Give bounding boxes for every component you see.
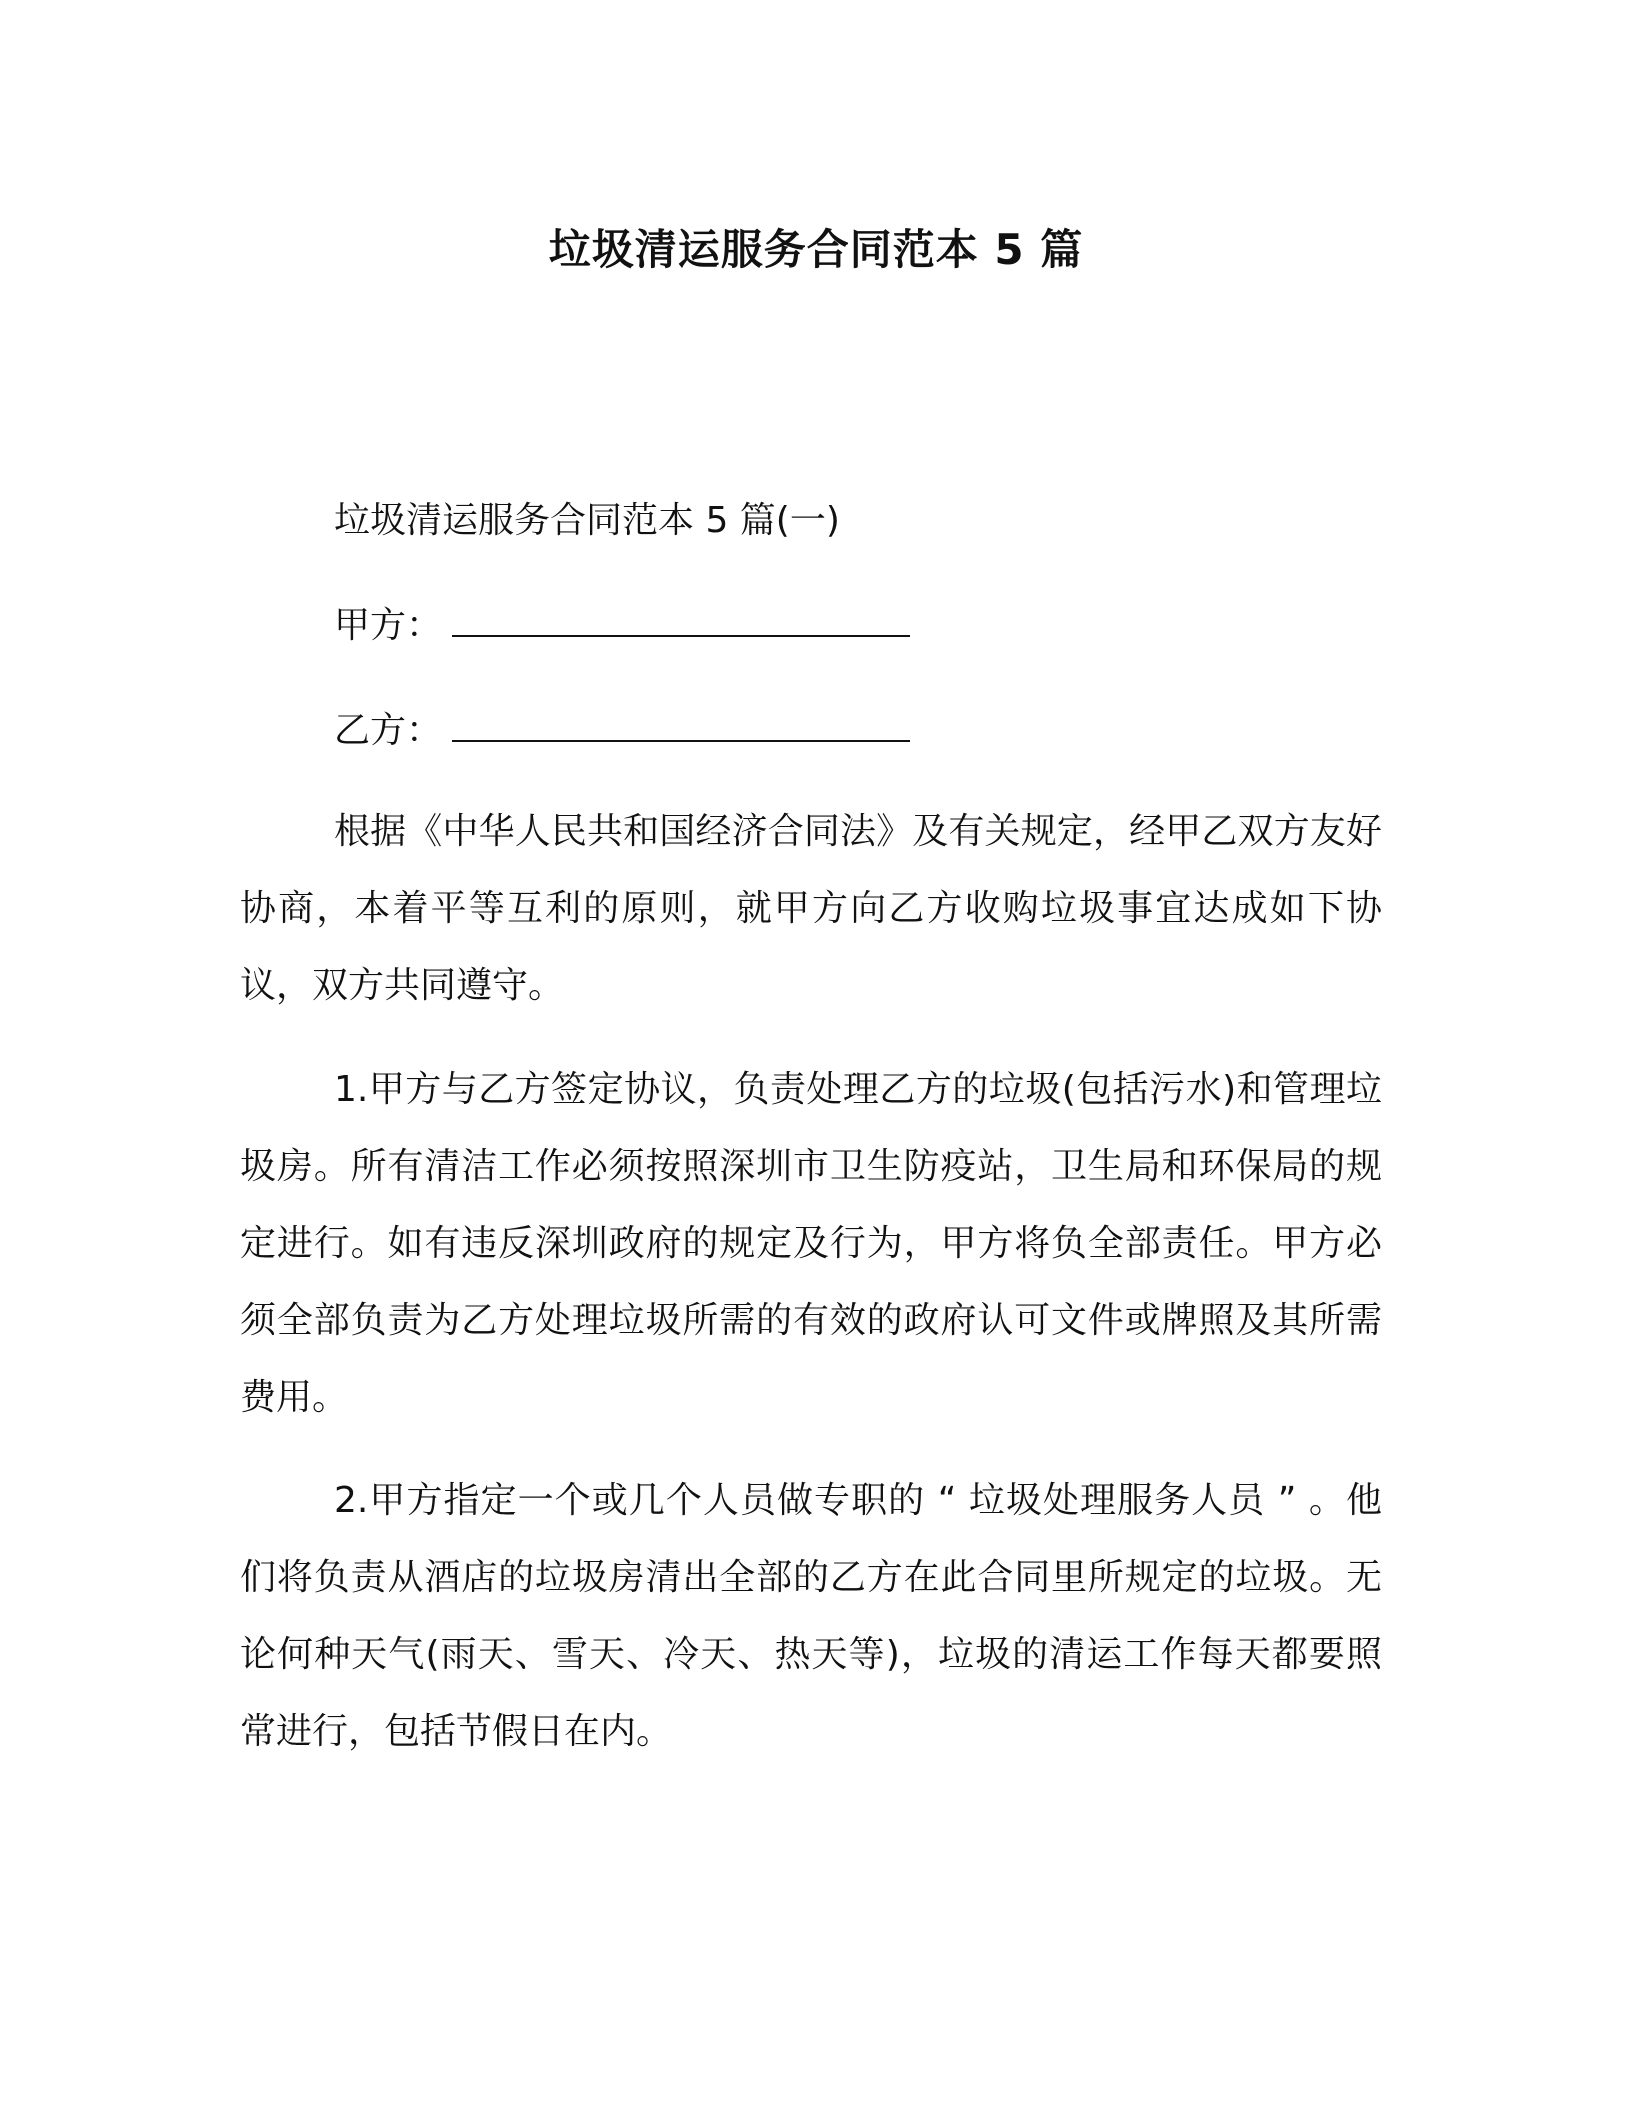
party-a-blank: [452, 601, 910, 637]
party-b-blank: [452, 706, 910, 742]
party-b-label: 乙方：: [334, 710, 443, 751]
party-a-label: 甲方：: [334, 605, 443, 646]
document-title: 垃圾清运服务合同范本 5 篇: [548, 225, 1084, 274]
paragraph-clause-1: 1.甲方与乙方签定协议，负责处理乙方的垃圾(包括污水)和管理垃圾房。所有清洁工作必须按照深圳市卫生防疫站，卫生局和环保局的规定进行。如有违反深圳政府的规定及行为，甲方将负全部责任。甲方必须全部负责为乙方处理垃圾所需的有效的政府认可文件或牌照及其所需费用。: [240, 1069, 1382, 1418]
party-a-line: [334, 601, 910, 651]
paragraph-clause-2: 2.甲方指定一个或几个人员做专职的 “ 垃圾处理服务人员 ” 。他们将负责从酒店的垃圾房清出全部的乙方在此合同里所规定的垃圾。无论何种天气(雨天、雪天、冷天、热天等)，垃圾的清运工作每天都要照常进行，包括节假日在内。: [240, 1480, 1382, 1752]
party-b-line: [334, 706, 910, 756]
paragraph-preamble: 根据《中华人民共和国经济合同法》及有关规定，经甲乙双方友好协商，本着平等互利的原则，就甲方向乙方收购垃圾事宜达成如下协议，双方共同遵守。: [240, 811, 1382, 1006]
contract-subtitle: 垃圾清运服务合同范本 5 篇(一): [334, 500, 840, 541]
